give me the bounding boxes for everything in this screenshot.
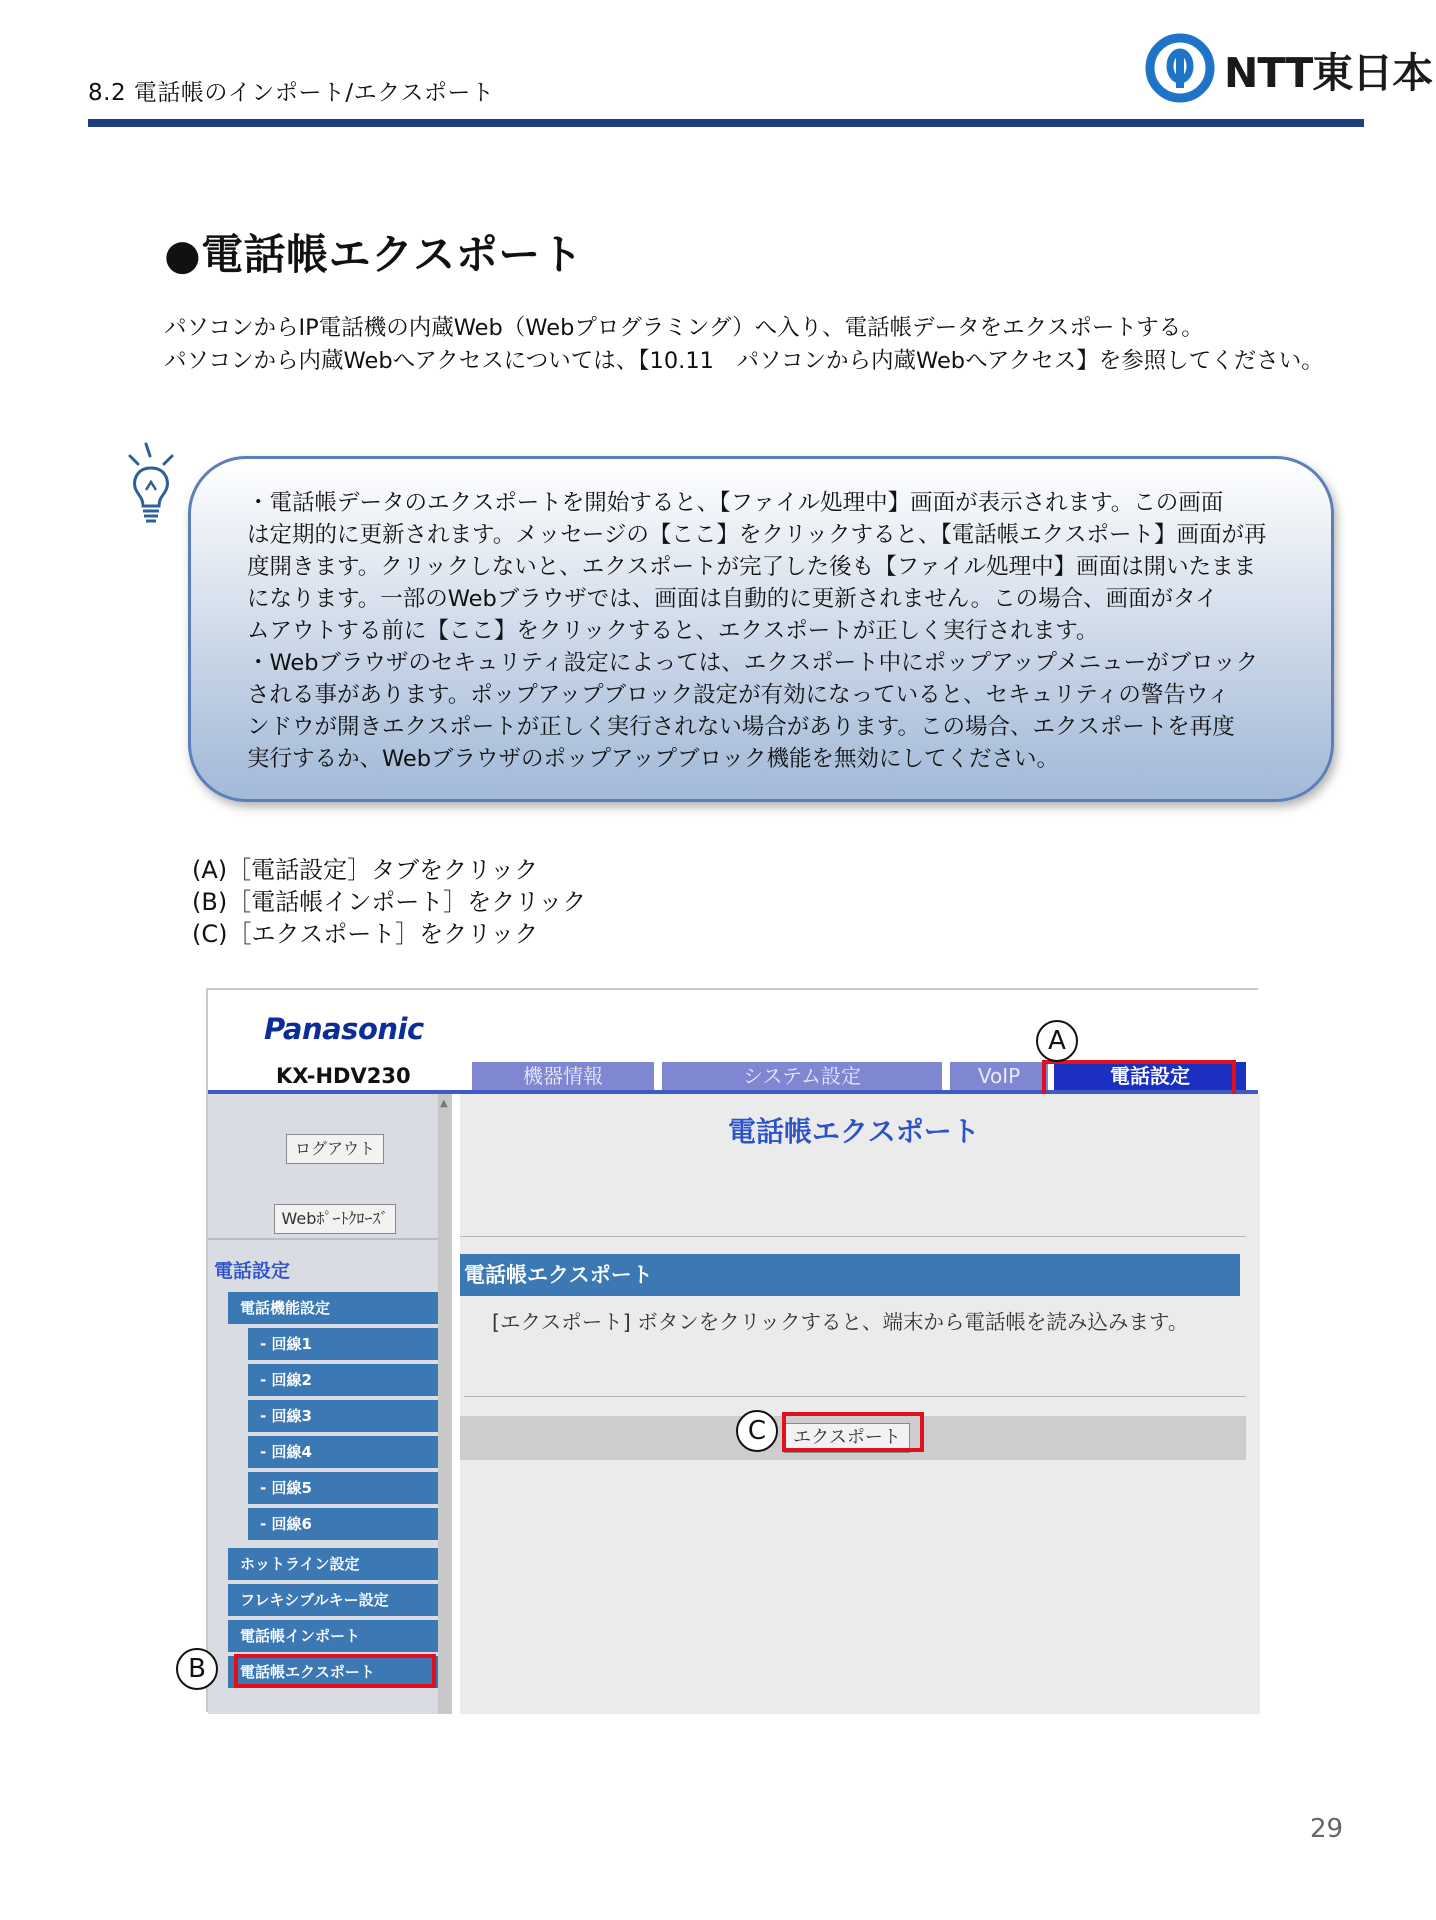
ntt-east-logo	[1144, 32, 1436, 102]
highlight-box-c	[782, 1412, 924, 1452]
sidebar-divider	[208, 1238, 438, 1240]
callout-b: B	[176, 1648, 218, 1690]
left-sidebar	[208, 1094, 438, 1714]
logout-button[interactable]: ログアウト	[286, 1134, 384, 1164]
content-divider	[460, 1236, 1246, 1237]
model-name: KX-HDV230	[276, 1064, 411, 1088]
page-heading: ●電話帳エクスポート	[164, 230, 584, 279]
page-number: 29	[1310, 1814, 1344, 1844]
tip-line: ・電話帳データのエクスポートを開始すると、【ファイル処理中】画面が表示されます。この画面	[247, 490, 1224, 516]
step-c: (C)［エクスポート］をクリック	[192, 920, 539, 948]
header-divider	[88, 119, 1364, 127]
sidebar-item-line3[interactable]: - 回線3	[248, 1400, 438, 1432]
tip-line: になります。一部のWebブラウザでは、画面は自動的に更新されません。この場合、画面がタイ	[247, 586, 1218, 612]
sidebar-item-line5[interactable]: - 回線5	[248, 1472, 438, 1504]
lightbulb-icon	[124, 440, 184, 528]
tip-box	[188, 456, 1334, 802]
step-b: (B)［電話帳インポート］をクリック	[192, 888, 587, 916]
web-ui-screenshot	[188, 988, 1258, 1712]
sidebar-item-line1[interactable]: - 回線1	[248, 1328, 438, 1360]
export-button[interactable]: エクスポート	[784, 1423, 910, 1453]
step-a: (A)［電話設定］タブをクリック	[192, 856, 539, 884]
tip-text	[247, 487, 1307, 775]
tip-line: ンドウが開きエクスポートが正しく実行されない場合があります。この場合、エクスポートを再度	[247, 714, 1235, 740]
callout-a: A	[1036, 1020, 1078, 1062]
intro-line-1: パソコンからIP電話機の内蔵Web（Webプログラミング）へ入り、電話帳データをエクスポートする。	[164, 315, 1204, 341]
tip-line: は定期的に更新されます。メッセージの【ここ】をクリックすると、【電話帳エクスポート】画面が再	[247, 522, 1267, 548]
sidebar-scrollbar[interactable]	[438, 1094, 452, 1714]
sidebar-item-phone-function[interactable]: 電話機能設定	[228, 1292, 438, 1324]
section-title: 8.2 電話帳のインポート/エクスポート	[88, 80, 495, 106]
content-divider	[464, 1396, 1246, 1397]
export-description: [エクスポート] ボタンをクリックすると、端末から電話帳を読み込みます。	[492, 1310, 1189, 1334]
sidebar-item-line4[interactable]: - 回線4	[248, 1436, 438, 1468]
content-title: 電話帳エクスポート	[728, 1115, 980, 1148]
sidebar-item-phonebook-export[interactable]: 電話帳エクスポート	[228, 1656, 438, 1688]
web-port-close-button[interactable]: Webﾎﾟｰﾄｸﾛｰｽﾞ	[274, 1204, 396, 1234]
tab-voip[interactable]: VoIP	[950, 1062, 1048, 1090]
highlight-box-b	[234, 1654, 436, 1688]
intro-line-2: パソコンから内蔵Webへアクセスについては、【10.11 パソコンから内蔵Webへアクセス】を参照してください。	[164, 348, 1324, 374]
panasonic-logo: Panasonic	[264, 1012, 424, 1046]
tab-phone-settings[interactable]: 電話設定	[1054, 1062, 1246, 1090]
menu-heading: 電話設定	[214, 1260, 291, 1282]
tip-line: ・Webブラウザのセキュリティ設定によっては、エクスポート中にポップアップメニューがブロック	[247, 650, 1259, 676]
section-header: 電話帳エクスポート	[460, 1254, 1240, 1296]
steps-list	[192, 854, 586, 950]
tab-device-info[interactable]: 機器情報	[472, 1062, 654, 1090]
scroll-up-arrow-icon[interactable]: ▲	[440, 1098, 448, 1109]
sidebar-item-hotline[interactable]: ホットライン設定	[228, 1548, 438, 1580]
sidebar-item-line6[interactable]: - 回線6	[248, 1508, 438, 1540]
intro-text	[164, 312, 1324, 378]
main-content	[460, 1094, 1260, 1714]
tip-line: 実行するか、Webブラウザのポップアップブロック機能を無効にしてください。	[247, 746, 1060, 772]
sidebar-item-flexible-key[interactable]: フレキシブルキー設定	[228, 1584, 438, 1616]
tip-line: される事があります。ポップアップブロック設定が有効になっていると、セキュリティの警告ウィ	[247, 682, 1230, 708]
tab-system-settings[interactable]: システム設定	[662, 1062, 942, 1090]
ntt-logo-mark-icon	[1144, 32, 1216, 104]
callout-c: C	[736, 1410, 778, 1452]
logo-text: NTT東日本	[1224, 49, 1433, 97]
sidebar-item-phonebook-import[interactable]: 電話帳インポート	[228, 1620, 438, 1652]
tip-line: 度開きます。クリックしないと、エクスポートが完了した後も【ファイル処理中】画面は開いたまま	[247, 554, 1257, 580]
sidebar-item-line2[interactable]: - 回線2	[248, 1364, 438, 1396]
tip-line: ムアウトする前に【ここ】をクリックすると、エクスポートが正しく実行されます。	[247, 618, 1099, 644]
